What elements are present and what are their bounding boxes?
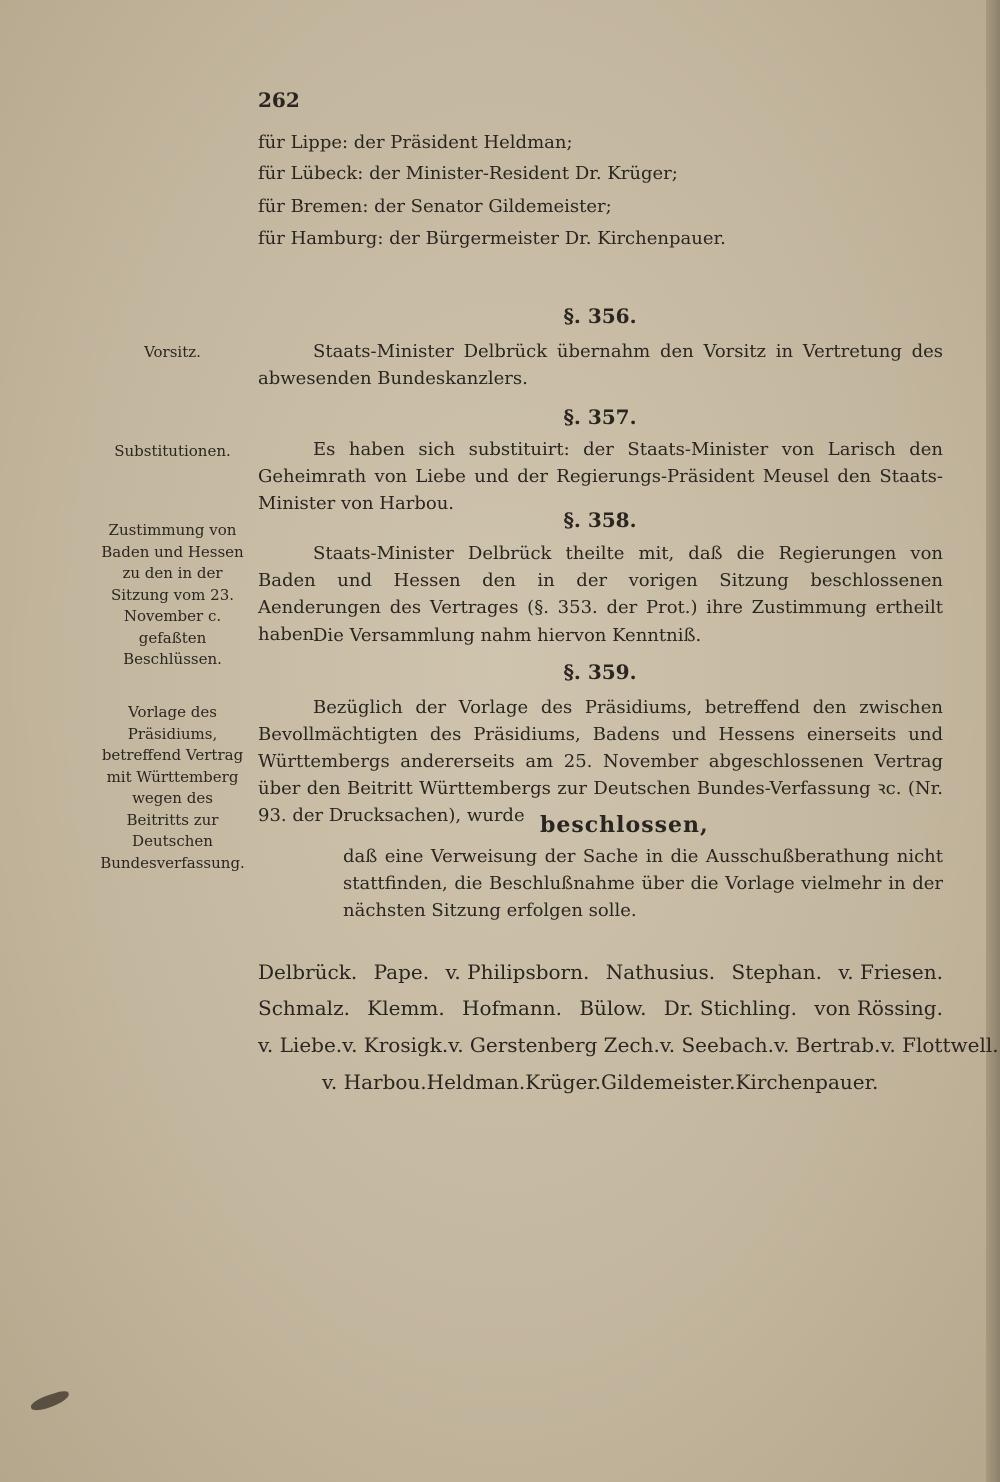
- signature: Klemm.: [367, 996, 445, 1020]
- section-heading: §. 358.: [563, 508, 637, 532]
- signature: Stephan.: [731, 960, 822, 984]
- signature: v. Gerstenberg Zech.: [448, 1033, 660, 1057]
- section-text: Die Versammlung nahm hiervon Kenntniß.: [313, 625, 702, 646]
- signature: Delbrück.: [258, 960, 358, 984]
- signature: Gildemeister.: [601, 1070, 736, 1094]
- signature: von Rössing.: [814, 996, 943, 1020]
- signature: Bülow.: [579, 996, 647, 1020]
- signature: Kirchenpauer.: [735, 1070, 879, 1094]
- margin-note: Zustimmung von Baden und Hessen zu den in der Sitzung vom 23. November c. gefaßten Beschlüssen.: [101, 521, 244, 668]
- signature: v. Krosigk.: [342, 1033, 449, 1057]
- signature: Krüger.: [525, 1070, 602, 1094]
- margin-note: Vorsitz.: [144, 343, 201, 361]
- signature: v. Harbou.: [322, 1070, 427, 1094]
- signature-line: [258, 1033, 999, 1057]
- signature: v. Liebe.: [258, 1033, 343, 1057]
- page-number: 262: [258, 88, 300, 112]
- representative-line: für Bremen: der Senator Gildemeister;: [258, 196, 612, 217]
- section-heading: §. 359.: [563, 660, 637, 684]
- section-text: Staats-Minister Delbrück theilte mit, daß die Regierungen von Baden und Hessen den in der vorigen Sitzung beschlossenen Aenderungen des Vertrages (§. 353. der Prot.) ihre Zustimmung ertheilt haben.: [258, 543, 943, 645]
- page-edge: [986, 0, 1000, 1482]
- representative-line: für Lippe: der Präsident Heldman;: [258, 132, 573, 153]
- section-heading: §. 357.: [563, 405, 637, 429]
- signature: Nathusius.: [605, 960, 716, 984]
- margin-note: Vorlage des Präsidiums, betreffend Vertrag mit Württemberg wegen des Beitritts zur Deutschen Bundesverfassung.: [100, 703, 245, 872]
- signature: v. Seebach.: [659, 1033, 775, 1057]
- section-text: Es haben sich substituirt: der Staats-Minister von Larisch den Geheimrath von Liebe und der Regierungs-Präsident Meusel den Staats-Minister von Harbou.: [258, 439, 943, 514]
- signature: Hofmann.: [462, 996, 562, 1020]
- signature: v. Bertrab.: [774, 1033, 881, 1057]
- signature: v. Philipsborn.: [445, 960, 590, 984]
- signature: Heldman.: [426, 1070, 526, 1094]
- ink-smudge: [29, 1389, 71, 1413]
- signature: Schmalz.: [258, 996, 350, 1020]
- section-text: Bezüglich der Vorlage des Präsidiums, betreffend den zwischen Bevollmächtigten des Präsidiums, Badens und Hessens einerseits und Württembergs andererseits am 25. November abgeschlossenen Vertrag über den Beitritt Württembergs zur Deutschen Bundes-Verfassung ꝛc. (Nr. 93. der Drucksachen), wurde: [258, 697, 943, 826]
- signature: v. Friesen.: [838, 960, 943, 984]
- signature: v. Flottwell.: [880, 1033, 999, 1057]
- representative-line: für Hamburg: der Bürgermeister Dr. Kirchenpauer.: [258, 228, 726, 249]
- resolved-heading: beschlossen,: [540, 812, 709, 838]
- section-text: Staats-Minister Delbrück übernahm den Vorsitz in Vertretung des abwesenden Bundeskanzlers.: [258, 341, 943, 389]
- signature: Pape.: [373, 960, 430, 984]
- signature: Dr. Stichling.: [663, 996, 797, 1020]
- section-heading: §. 356.: [563, 304, 637, 328]
- representative-line: für Lübeck: der Minister-Resident Dr. Krüger;: [258, 163, 678, 184]
- signature-line: [258, 996, 943, 1020]
- signature-line: [322, 1070, 878, 1094]
- margin-note: Substitutionen.: [114, 442, 231, 460]
- resolution-text: daß eine Verweisung der Sache in die Ausschußberathung nicht stattfinden, die Beschlußnahme über die Vorlage vielmehr in der nächsten Sitzung erfolgen solle.: [343, 846, 943, 921]
- signature-line: [258, 960, 943, 984]
